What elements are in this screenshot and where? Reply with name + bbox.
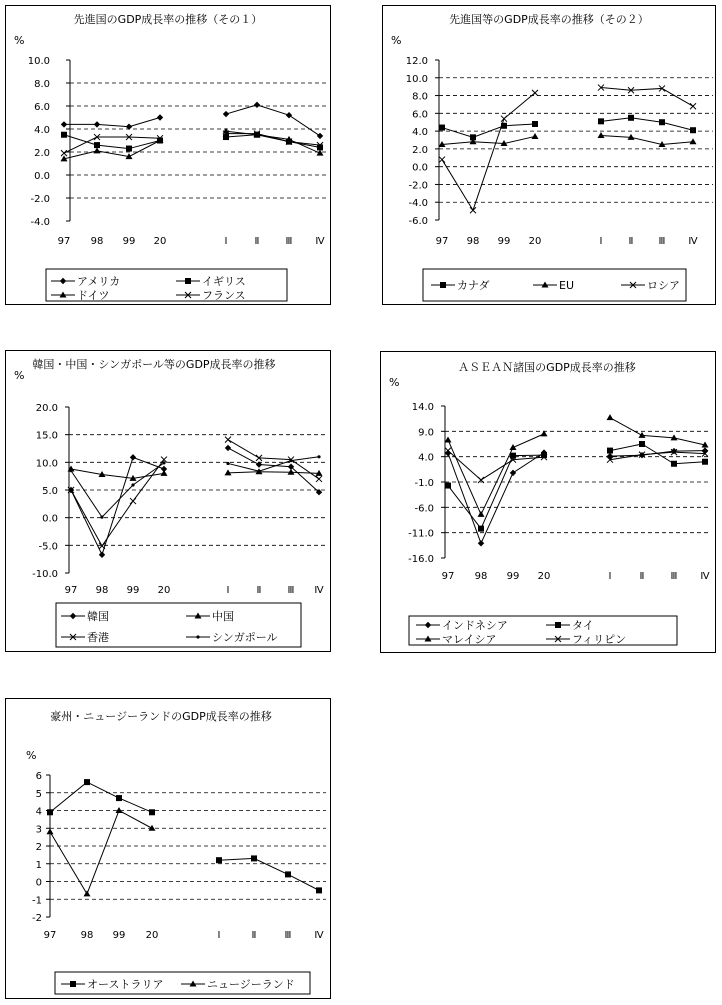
y-tick-label: 4.0 xyxy=(412,127,428,139)
data-point xyxy=(439,125,445,131)
legend-marker xyxy=(555,622,561,628)
data-point xyxy=(61,150,67,156)
legend-label: 香港 xyxy=(87,631,109,644)
y-tick-label: -2.0 xyxy=(30,194,50,205)
data-point xyxy=(251,855,257,861)
legend-label: フィリピン xyxy=(572,633,627,646)
data-point xyxy=(94,142,100,148)
series-line xyxy=(442,136,535,144)
y-tick-label: -11.0 xyxy=(408,528,434,540)
chart-title: 先進国のGDP成長率の推移（その１） xyxy=(73,13,263,26)
y-tick-label: 10.0 xyxy=(405,73,428,85)
x-tick-label: 20 xyxy=(537,571,551,582)
data-point xyxy=(94,121,100,127)
series-line xyxy=(71,469,164,478)
data-point xyxy=(84,890,91,896)
y-tick-label: -4.0 xyxy=(30,217,50,228)
y-tick-label: -6.0 xyxy=(414,503,434,515)
series-line xyxy=(64,141,160,159)
y-tick-label: 5 xyxy=(35,788,42,800)
legend-marker xyxy=(70,981,76,987)
series-line xyxy=(226,131,320,153)
legend-label: シンガポール xyxy=(212,631,278,644)
x-tick-label: 97 xyxy=(64,585,78,596)
data-point xyxy=(532,121,538,127)
series-line xyxy=(228,472,319,474)
x-tick-label: Ⅲ xyxy=(285,236,293,247)
series-1 xyxy=(439,132,697,147)
x-tick-label: Ⅰ xyxy=(217,930,221,941)
data-point xyxy=(116,795,122,801)
data-point xyxy=(478,511,485,517)
y-tick-label: -5.0 xyxy=(38,541,58,553)
legend-label: ロシア xyxy=(647,279,680,292)
data-point xyxy=(84,779,90,785)
data-point xyxy=(671,448,677,454)
y-axis-unit-label: % xyxy=(26,749,37,762)
x-tick-label: Ⅳ xyxy=(688,236,698,247)
data-point xyxy=(286,112,292,118)
y-tick-label: 0.0 xyxy=(42,513,58,525)
chart-panel-asia-nies xyxy=(5,350,331,652)
x-tick-label: 20 xyxy=(145,930,159,941)
series-line xyxy=(219,858,319,890)
data-point xyxy=(639,441,645,447)
y-tick-label: 8.0 xyxy=(412,91,428,103)
y-tick-label: -6.0 xyxy=(408,216,428,227)
data-point xyxy=(532,133,539,139)
data-point xyxy=(254,102,260,108)
chart-title: 韓国・中国・シンガポール等のGDP成長率の推移 xyxy=(32,358,276,371)
x-tick-label: 20 xyxy=(528,236,542,247)
data-point xyxy=(99,552,105,558)
y-tick-label: -4.0 xyxy=(408,198,428,210)
series-3 xyxy=(445,448,708,483)
series-1 xyxy=(68,465,323,480)
chart-svg-asia-nies xyxy=(6,351,330,651)
legend-label: 中国 xyxy=(212,610,234,623)
y-tick-label: -1 xyxy=(32,895,42,907)
x-tick-label: 97 xyxy=(441,571,455,582)
x-tick-label: Ⅰ xyxy=(599,236,603,247)
data-point xyxy=(317,455,320,458)
data-point xyxy=(126,146,132,152)
data-point xyxy=(702,459,708,465)
legend-label: フランス xyxy=(202,289,246,302)
series-line xyxy=(226,105,320,136)
data-point xyxy=(639,432,646,438)
data-point xyxy=(628,115,634,121)
legend-label: カナダ xyxy=(457,279,490,292)
data-point xyxy=(162,461,165,464)
series-3 xyxy=(69,455,320,519)
data-point xyxy=(157,114,163,120)
x-tick-label: 98 xyxy=(90,236,104,247)
data-point xyxy=(317,133,323,139)
data-point xyxy=(289,459,292,462)
data-point xyxy=(478,540,484,546)
chart-panel-advanced-1 xyxy=(5,5,331,305)
data-point xyxy=(607,448,613,454)
y-tick-label: -10.0 xyxy=(32,569,58,580)
data-point xyxy=(532,90,538,96)
data-point xyxy=(478,526,484,532)
y-tick-label: 4 xyxy=(35,806,42,818)
series-2 xyxy=(445,414,709,517)
x-tick-label: Ⅳ xyxy=(314,585,324,596)
x-tick-label: Ⅰ xyxy=(226,585,230,596)
data-point xyxy=(61,132,67,138)
x-tick-label: 98 xyxy=(474,571,488,582)
data-point xyxy=(702,447,708,453)
series-line xyxy=(226,134,320,146)
series-line xyxy=(601,118,693,130)
y-tick-label: 0.0 xyxy=(412,162,428,174)
data-point xyxy=(470,207,476,213)
y-tick-label: 10.0 xyxy=(35,458,58,470)
y-tick-label: 9.0 xyxy=(418,427,434,439)
series-line xyxy=(50,782,152,812)
data-point xyxy=(607,453,613,459)
series-line xyxy=(64,118,160,127)
y-tick-label: 12.0 xyxy=(405,56,428,67)
x-tick-label: 20 xyxy=(157,585,171,596)
series-line xyxy=(442,93,535,210)
legend-label: EU xyxy=(559,279,575,292)
x-tick-label: Ⅱ xyxy=(254,236,260,247)
series-2 xyxy=(68,437,322,549)
data-point xyxy=(690,127,696,133)
x-tick-label: Ⅰ xyxy=(224,236,228,247)
chart-title: 先進国等のGDP成長率の推移（その２） xyxy=(449,13,649,26)
x-tick-label: Ⅲ xyxy=(287,585,295,596)
x-tick-label: Ⅳ xyxy=(315,236,325,247)
y-tick-label: 6.0 xyxy=(34,102,50,113)
data-point xyxy=(99,543,105,549)
data-point xyxy=(149,809,155,815)
y-tick-label: 5.0 xyxy=(42,486,58,497)
data-point xyxy=(161,470,168,476)
chart-panel-oceania xyxy=(5,698,331,999)
data-point xyxy=(316,887,322,893)
x-tick-label: Ⅲ xyxy=(658,236,666,247)
x-tick-label: 99 xyxy=(497,236,511,247)
x-tick-label: Ⅱ xyxy=(639,571,645,582)
data-point xyxy=(439,157,445,163)
data-point xyxy=(223,134,229,140)
data-point xyxy=(257,470,260,473)
y-tick-label: 20.0 xyxy=(35,403,58,414)
y-tick-label: 3 xyxy=(35,824,42,836)
y-tick-label: 15.0 xyxy=(35,430,58,442)
y-tick-label: 14.0 xyxy=(411,402,434,413)
data-point xyxy=(690,138,697,144)
x-tick-label: 99 xyxy=(122,236,136,247)
x-tick-label: Ⅱ xyxy=(628,236,634,247)
y-tick-label: 6.0 xyxy=(412,109,428,121)
x-tick-label: 98 xyxy=(466,236,480,247)
x-tick-label: 20 xyxy=(153,236,167,247)
data-point xyxy=(130,498,136,504)
x-tick-label: Ⅲ xyxy=(284,930,292,941)
chart-title: ＡＳＥＡＮ諸国のGDP成長率の推移 xyxy=(458,361,636,374)
x-tick-label: Ⅲ xyxy=(670,571,678,582)
x-tick-label: 97 xyxy=(435,236,449,247)
y-tick-label: 6 xyxy=(35,771,42,782)
series-1 xyxy=(61,132,323,152)
y-tick-label: -2.0 xyxy=(408,180,428,192)
y-tick-label: 0.0 xyxy=(34,171,50,182)
y-tick-label: 4.0 xyxy=(34,125,50,136)
chart-svg-asean xyxy=(381,352,715,652)
legend-label: タイ xyxy=(572,619,594,632)
data-point xyxy=(47,828,54,834)
data-point xyxy=(445,436,452,442)
x-tick-label: 99 xyxy=(126,585,140,596)
chart-svg-oceania xyxy=(6,699,330,998)
series-0 xyxy=(439,115,696,141)
y-tick-label: 2.0 xyxy=(34,148,50,159)
series-line xyxy=(448,453,544,544)
x-tick-label: Ⅰ xyxy=(608,571,612,582)
x-tick-label: Ⅱ xyxy=(251,930,257,941)
legend-label: ニュージーランド xyxy=(207,978,295,991)
y-tick-label: 10.0 xyxy=(27,56,50,67)
y-tick-label: 0 xyxy=(35,877,42,889)
data-point xyxy=(116,807,123,813)
data-point xyxy=(69,469,72,472)
y-tick-label: -1.0 xyxy=(414,478,434,489)
y-axis-unit-label: % xyxy=(14,34,25,47)
data-point xyxy=(285,871,291,877)
legend-label: インドネシア xyxy=(442,619,508,632)
data-point xyxy=(225,437,231,443)
data-point xyxy=(510,470,516,476)
data-point xyxy=(510,444,517,450)
data-point xyxy=(598,132,605,138)
x-tick-label: 98 xyxy=(80,930,94,941)
data-point xyxy=(316,476,322,482)
y-axis-unit-label: % xyxy=(14,369,25,382)
data-point xyxy=(690,103,696,109)
x-tick-label: 97 xyxy=(43,930,57,941)
x-tick-label: 99 xyxy=(112,930,126,941)
data-point xyxy=(61,121,67,127)
series-line xyxy=(448,434,544,515)
legend-label: イギリス xyxy=(202,275,246,288)
data-point xyxy=(317,150,324,156)
y-axis-unit-label: % xyxy=(389,376,400,389)
legend-label: アメリカ xyxy=(77,275,121,288)
y-tick-label: -2 xyxy=(32,913,42,924)
series-0 xyxy=(445,447,708,546)
y-tick-label: 4.0 xyxy=(418,452,434,464)
y-tick-label: -16.0 xyxy=(408,554,434,565)
data-point xyxy=(100,516,103,519)
data-point xyxy=(671,461,677,467)
chart-svg-advanced-1 xyxy=(6,6,330,304)
y-tick-label: 1 xyxy=(35,859,42,871)
legend-label: オーストラリア xyxy=(87,978,164,991)
legend-marker xyxy=(185,278,191,284)
series-0 xyxy=(61,102,323,139)
series-0 xyxy=(47,779,322,893)
chart-title: 豪州・ニュージーランドのGDP成長率の推移 xyxy=(50,710,272,723)
series-1 xyxy=(47,807,156,896)
data-point xyxy=(131,483,134,486)
chart-svg-advanced-2 xyxy=(383,6,715,304)
y-axis-unit-label: % xyxy=(391,34,402,47)
chart-panel-advanced-2 xyxy=(382,5,716,305)
x-tick-label: 99 xyxy=(506,571,520,582)
legend-label: マレイシア xyxy=(442,633,497,646)
x-tick-label: Ⅳ xyxy=(700,571,710,582)
legend-label: 韓国 xyxy=(87,610,109,623)
chart-panel-asean xyxy=(380,351,716,653)
series-1 xyxy=(445,441,708,532)
x-tick-label: Ⅱ xyxy=(256,585,262,596)
legend-marker xyxy=(440,282,446,288)
data-point xyxy=(94,147,101,153)
data-point xyxy=(598,118,604,124)
series-line xyxy=(601,88,693,107)
legend-marker xyxy=(196,635,199,638)
y-tick-label: 2.0 xyxy=(412,144,428,156)
x-tick-label: Ⅳ xyxy=(314,930,324,941)
x-tick-label: 97 xyxy=(57,236,71,247)
data-point xyxy=(149,825,156,831)
data-point xyxy=(501,116,507,122)
x-tick-label: 98 xyxy=(95,585,109,596)
data-point xyxy=(47,809,53,815)
data-point xyxy=(607,414,614,420)
series-line xyxy=(442,124,535,137)
data-point xyxy=(216,857,222,863)
data-point xyxy=(130,454,136,460)
y-tick-label: 8.0 xyxy=(34,79,50,90)
data-point xyxy=(659,119,665,125)
legend-label: ドイツ xyxy=(77,289,110,302)
data-point xyxy=(223,111,229,117)
data-point xyxy=(226,462,229,465)
data-point xyxy=(225,445,231,451)
data-point xyxy=(445,483,451,489)
y-tick-label: 2 xyxy=(35,842,42,853)
series-line xyxy=(601,136,693,145)
